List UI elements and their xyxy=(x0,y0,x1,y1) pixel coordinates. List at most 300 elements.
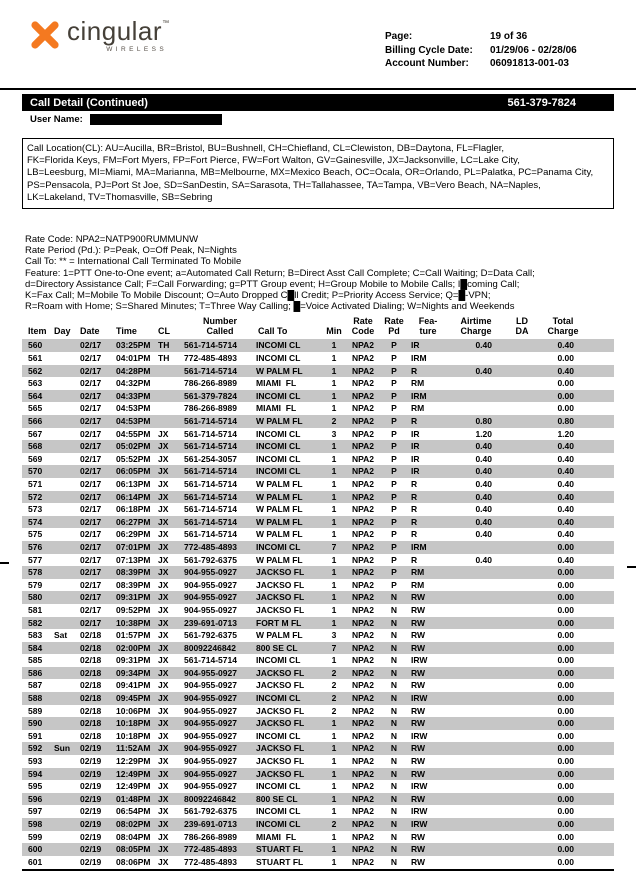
cell-call-to: MIAMI FL xyxy=(256,378,297,389)
cell-min: 2 xyxy=(331,819,337,829)
cell-airtime-charge xyxy=(448,805,504,818)
meta-label: Billing Cycle Date: xyxy=(385,44,473,56)
cell-rate-code: NPA2 xyxy=(351,416,375,426)
cell-rate-code: NPA2 xyxy=(351,567,375,578)
cell-rate-code: NPA2 xyxy=(351,529,375,540)
cell-total-charge: 0.00 xyxy=(557,831,574,842)
cell-feature: IRW xyxy=(411,693,428,704)
cell-item: 599 xyxy=(28,831,43,842)
cell-date: 02/17 xyxy=(80,567,102,578)
cell-call-to: INCOMI CL xyxy=(256,693,301,704)
cell-date: 02/17 xyxy=(80,617,102,628)
cell-call-to: W PALM FL xyxy=(256,554,303,565)
cell-min: 7 xyxy=(331,541,337,552)
col-header-min: Min xyxy=(326,326,342,337)
cell-item: 583 xyxy=(28,630,43,641)
cell-date: 02/17 xyxy=(80,529,102,540)
cell-min: 1 xyxy=(331,655,337,666)
cell-total-charge: 0.40 xyxy=(557,491,574,502)
logo-text-block xyxy=(67,18,169,53)
legend-line: PS=Pensacola, PJ=Port St Joe, SD=SanDestin, SA=Sarasota, TH=Tallahassee, TA=Tampa, VB=Vero Beach, NA=Naples, xyxy=(27,179,541,191)
cell-call-to: 800 SE CL xyxy=(256,642,298,653)
cell-rate-code: NPA2 xyxy=(351,340,375,351)
cell-rate-pd: N xyxy=(390,630,398,641)
cell-rate-code: NPA2 xyxy=(351,831,375,842)
cell-time: 04:32PM xyxy=(116,378,151,389)
cell-number-called: 561-714-5714 xyxy=(184,441,237,452)
cell-number-called: 772-485-4893 xyxy=(184,844,237,855)
table-row xyxy=(22,667,614,680)
cell-feature: RM xyxy=(411,403,425,414)
cell-cl: JX xyxy=(158,630,169,641)
cell-rate-pd: P xyxy=(391,491,397,502)
cell-rate-code: NPA2 xyxy=(351,667,375,678)
cell-feature: IR xyxy=(411,466,420,477)
cell-rate-code: NPA2 xyxy=(351,478,375,489)
table-row xyxy=(22,579,614,592)
cell-day xyxy=(54,352,80,365)
cell-rate-code: NPA2 xyxy=(351,541,375,552)
cell-ld-da xyxy=(504,453,540,466)
cell-total-charge: 0.00 xyxy=(557,541,574,552)
legend-line: LB=Leesburg, MI=Miami, MA=Marianna, MB=Melbourne, MX=Mexico Beach, OC=Ocala, OR=Orlando, PL=Palatka, PC=Panama City, xyxy=(27,167,594,179)
cell-min: 1 xyxy=(331,743,337,754)
cell-min: 1 xyxy=(331,567,337,578)
table-row xyxy=(22,402,614,415)
cell-airtime-charge xyxy=(448,402,504,415)
crop-mark-right xyxy=(627,566,636,568)
cell-time: 06:27PM xyxy=(116,516,151,527)
cell-day xyxy=(54,679,80,692)
col-header-day: Day xyxy=(54,326,71,337)
cell-time: 02:00PM xyxy=(116,642,151,653)
cell-cl: JX xyxy=(158,428,169,439)
cell-feature: R xyxy=(411,504,418,515)
cell-time: 10:18PM xyxy=(116,718,151,729)
cell-date: 02/17 xyxy=(80,378,102,389)
cell-min: 1 xyxy=(331,378,337,389)
cell-total-charge: 0.00 xyxy=(557,667,574,678)
cell-rate-pd: N xyxy=(390,718,398,729)
cell-ld-da xyxy=(504,528,540,541)
cell-rate-code: NPA2 xyxy=(351,730,375,741)
cell-call-to: INCOMI CL xyxy=(256,655,301,666)
cell-rate-pd: N xyxy=(390,730,398,741)
cell-time: 04:53PM xyxy=(116,403,151,414)
cell-item: 591 xyxy=(28,730,43,741)
cell-number-called: 561-254-3057 xyxy=(184,453,237,464)
cell-airtime-charge: 0.40 xyxy=(475,466,492,477)
cell-ld-da xyxy=(504,516,540,529)
table-row xyxy=(22,352,614,365)
cell-call-to: W PALM FL xyxy=(256,504,303,515)
cell-min: 1 xyxy=(331,353,337,364)
cell-number-called: 561-714-5714 xyxy=(184,516,237,527)
cell-ld-da xyxy=(504,843,540,856)
cell-cl: JX xyxy=(158,554,169,565)
cell-ld-da xyxy=(504,692,540,705)
cell-total-charge: 0.00 xyxy=(557,642,574,653)
cell-date: 02/17 xyxy=(80,453,102,464)
user-name-row xyxy=(22,111,614,127)
cell-min: 1 xyxy=(331,617,337,628)
cell-time: 09:31PM xyxy=(116,592,151,603)
cell-cl: JX xyxy=(158,604,169,615)
cell-feature: RW xyxy=(411,592,426,603)
cell-time: 04:33PM xyxy=(116,390,151,401)
cell-airtime-charge: 0.40 xyxy=(475,529,492,540)
cell-min: 1 xyxy=(331,718,337,729)
cell-day xyxy=(54,768,80,781)
cell-ld-da xyxy=(504,352,540,365)
cell-number-called: 561-792-6375 xyxy=(184,630,237,641)
page-meta xyxy=(385,30,577,71)
cell-date: 02/19 xyxy=(80,768,102,779)
cell-ld-da xyxy=(504,654,540,667)
cell-feature: IR xyxy=(411,453,420,464)
cell-min: 1 xyxy=(331,554,337,565)
cell-total-charge: 0.00 xyxy=(557,806,574,817)
cell-rate-pd: N xyxy=(390,831,398,842)
cell-rate-code: NPA2 xyxy=(351,491,375,502)
cell-total-charge: 0.40 xyxy=(557,453,574,464)
cell-call-to: W PALM FL xyxy=(256,478,303,489)
cell-time: 08:39PM xyxy=(116,579,151,590)
cell-feature: IR xyxy=(411,340,420,351)
cell-airtime-charge xyxy=(448,352,504,365)
cell-number-called: 904-955-0927 xyxy=(184,592,237,603)
cell-ld-da xyxy=(504,491,540,504)
cell-time: 04:28PM xyxy=(116,365,151,376)
cell-airtime-charge xyxy=(448,780,504,793)
meta-row xyxy=(385,57,577,71)
cell-cl: JX xyxy=(158,667,169,678)
cell-item: 574 xyxy=(28,516,43,527)
cell-ld-da xyxy=(504,390,540,403)
cell-total-charge: 0.00 xyxy=(557,793,574,804)
cell-number-called: 904-955-0927 xyxy=(184,730,237,741)
cell-ld-da xyxy=(504,705,540,718)
cell-date: 02/17 xyxy=(80,403,102,414)
cell-rate-pd: N xyxy=(390,617,398,628)
cell-min: 7 xyxy=(331,642,337,653)
cell-min: 1 xyxy=(331,340,337,351)
cell-cl: JX xyxy=(158,756,169,767)
cell-feature: R xyxy=(411,416,418,426)
cell-feature: R xyxy=(411,516,418,527)
cell-day xyxy=(54,591,80,604)
cell-rate-pd: N xyxy=(390,844,398,855)
cell-rate-code: NPA2 xyxy=(351,441,375,452)
cell-day: Sat xyxy=(54,630,68,641)
cell-ld-da xyxy=(504,503,540,516)
cell-number-called: 561-714-5714 xyxy=(184,504,237,515)
cell-call-to: 800 SE CL xyxy=(256,793,298,804)
cell-feature: RW xyxy=(411,793,426,804)
cell-feature: RW xyxy=(411,718,426,729)
cell-airtime-charge xyxy=(448,679,504,692)
cell-item: 577 xyxy=(28,554,43,565)
section-header-bar xyxy=(22,94,614,111)
cell-cl: JX xyxy=(158,516,169,527)
cell-rate-code: NPA2 xyxy=(351,743,375,754)
cell-call-to: INCOMI CL xyxy=(256,806,301,817)
cell-date: 02/19 xyxy=(80,806,102,817)
cell-rate-pd: P xyxy=(391,516,397,527)
cell-time: 07:01PM xyxy=(116,541,151,552)
cell-date: 02/17 xyxy=(80,504,102,515)
legend-line: FK=Florida Keys, FM=Fort Myers, FP=Fort Pierce, FW=Fort Walton, GV=Gainesville, JX=Jacksonville, LC=Lake City, xyxy=(27,155,520,167)
cell-feature: IRM xyxy=(411,541,427,552)
cell-airtime-charge xyxy=(448,692,504,705)
cell-time: 10:06PM xyxy=(116,705,151,716)
cell-item: 584 xyxy=(28,642,43,653)
cell-call-to: FORT M FL xyxy=(256,617,302,628)
cell-min: 1 xyxy=(331,365,337,376)
cell-rate-pd: N xyxy=(390,768,398,779)
cell-rate-code: NPA2 xyxy=(351,819,375,829)
cell-cl: JX xyxy=(158,718,169,729)
cell-airtime-charge xyxy=(448,642,504,655)
cell-cl: JX xyxy=(158,567,169,578)
cell-number-called: 904-955-0927 xyxy=(184,680,237,691)
cell-rate-code: NPA2 xyxy=(351,630,375,641)
cell-date: 02/17 xyxy=(80,441,102,452)
meta-row xyxy=(385,44,577,58)
cell-total-charge: 0.00 xyxy=(557,718,574,729)
cell-feature: RW xyxy=(411,604,426,615)
meta-label: Page: xyxy=(385,31,413,42)
cell-time: 06:14PM xyxy=(116,491,151,502)
table-row xyxy=(22,377,614,390)
cell-item: 573 xyxy=(28,504,43,515)
cell-ld-da xyxy=(504,428,540,441)
cell-call-to: JACKSO FL xyxy=(256,680,305,691)
cell-cl xyxy=(158,390,184,403)
cell-time: 09:41PM xyxy=(116,680,151,691)
cell-time: 04:01PM xyxy=(116,353,151,364)
cell-time: 12:29PM xyxy=(116,756,151,767)
cell-rate-pd: P xyxy=(391,466,397,477)
cell-rate-pd: P xyxy=(391,353,397,364)
cell-item: 578 xyxy=(28,567,43,578)
cell-date: 02/19 xyxy=(80,793,102,804)
table-row xyxy=(22,843,614,856)
cell-day xyxy=(54,566,80,579)
table-row xyxy=(22,856,614,869)
cell-feature: R xyxy=(411,554,418,565)
cell-call-to: JACKSO FL xyxy=(256,604,305,615)
cell-total-charge: 0.00 xyxy=(557,579,574,590)
cell-ld-da xyxy=(504,755,540,768)
cell-date: 02/17 xyxy=(80,516,102,527)
col-header-cl: CL xyxy=(158,326,170,337)
table-row xyxy=(22,554,614,567)
cell-rate-pd: N xyxy=(390,781,398,792)
cell-rate-code: NPA2 xyxy=(351,617,375,628)
cell-rate-code: NPA2 xyxy=(351,365,375,376)
cell-airtime-charge: 0.40 xyxy=(475,478,492,489)
cell-time: 06:18PM xyxy=(116,504,151,515)
cell-day xyxy=(54,541,80,554)
cell-day xyxy=(54,554,80,567)
table-row xyxy=(22,629,614,642)
cell-rate-pd: N xyxy=(390,592,398,603)
cell-rate-code: NPA2 xyxy=(351,718,375,729)
cell-min: 1 xyxy=(331,831,337,842)
cell-date: 02/19 xyxy=(80,743,102,754)
cell-feature: IRW xyxy=(411,781,428,792)
table-header-row xyxy=(22,316,614,339)
table-row xyxy=(22,528,614,541)
cell-item: 588 xyxy=(28,693,43,704)
cell-rate-code: NPA2 xyxy=(351,693,375,704)
cell-airtime-charge xyxy=(448,843,504,856)
call-location-legend xyxy=(22,138,614,209)
cell-number-called: 904-955-0927 xyxy=(184,743,237,754)
cell-rate-pd: P xyxy=(391,567,397,578)
cell-date: 02/19 xyxy=(80,856,102,867)
cell-call-to: W PALM FL xyxy=(256,630,303,641)
cell-total-charge: 0.00 xyxy=(557,730,574,741)
cell-call-to: STUART FL xyxy=(256,856,304,867)
cell-total-charge: 0.00 xyxy=(557,844,574,855)
cell-call-to: STUART FL xyxy=(256,844,304,855)
cell-item: 595 xyxy=(28,781,43,792)
cell-min: 2 xyxy=(331,693,337,704)
cell-number-called: 561-714-5714 xyxy=(184,478,237,489)
cell-item: 593 xyxy=(28,756,43,767)
cell-ld-da xyxy=(504,377,540,390)
cell-min: 1 xyxy=(331,529,337,540)
cell-min: 1 xyxy=(331,466,337,477)
cell-item: 587 xyxy=(28,680,43,691)
cell-item: 566 xyxy=(28,416,43,426)
cell-date: 02/17 xyxy=(80,416,102,426)
cell-rate-code: NPA2 xyxy=(351,655,375,666)
cell-rate-pd: P xyxy=(391,403,397,414)
cell-cl: JX xyxy=(158,680,169,691)
cell-call-to: INCOMI CL xyxy=(256,453,301,464)
cell-item: 565 xyxy=(28,403,43,414)
cell-day: Sun xyxy=(54,743,71,754)
cell-cl: TH xyxy=(158,340,170,351)
cell-day xyxy=(54,440,80,453)
cell-date: 02/18 xyxy=(80,655,102,666)
cell-number-called: 904-955-0927 xyxy=(184,693,237,704)
cell-date: 02/18 xyxy=(80,730,102,741)
legend-line: R=Roam with Home; S=Shared Minutes; T=Three Way Calling; █=Voice Activated Dialing; W=Nights and Weekends xyxy=(25,301,515,313)
cell-total-charge: 0.00 xyxy=(557,403,574,414)
cell-cl: JX xyxy=(158,730,169,741)
cell-time: 05:52PM xyxy=(116,453,151,464)
cell-call-to: JACKSO FL xyxy=(256,592,305,603)
cell-time: 11:52AM xyxy=(116,743,151,754)
cell-rate-pd: N xyxy=(390,642,398,653)
cell-date: 02/17 xyxy=(80,592,102,603)
cell-time: 09:52PM xyxy=(116,604,151,615)
cell-call-to: JACKSO FL xyxy=(256,579,305,590)
cell-cl: JX xyxy=(158,491,169,502)
cell-time: 01:48PM xyxy=(116,793,151,804)
cell-ld-da xyxy=(504,566,540,579)
cell-airtime-charge: 0.80 xyxy=(475,416,492,426)
cell-total-charge: 0.40 xyxy=(557,554,574,565)
cell-day xyxy=(54,415,80,428)
cell-time: 05:02PM xyxy=(116,441,151,452)
cell-feature: R xyxy=(411,365,418,376)
table-row xyxy=(22,440,614,453)
cell-min: 3 xyxy=(331,428,337,439)
section-title: Call Detail (Continued) xyxy=(30,96,148,109)
cell-feature: RW xyxy=(411,831,426,842)
cell-feature: RW xyxy=(411,617,426,628)
cell-call-to: JACKSO FL xyxy=(256,768,305,779)
cell-number-called: 561-714-5714 xyxy=(184,416,237,426)
cell-rate-code: NPA2 xyxy=(351,390,375,401)
cell-min: 1 xyxy=(331,579,337,590)
cell-date: 02/17 xyxy=(80,466,102,477)
table-row xyxy=(22,768,614,781)
cell-airtime-charge xyxy=(448,717,504,730)
cell-ld-da xyxy=(504,415,540,428)
cell-min: 1 xyxy=(331,856,337,867)
cell-day xyxy=(54,377,80,390)
cell-call-to: INCOMI CL xyxy=(256,781,301,792)
cell-number-called: 561-379-7824 xyxy=(184,390,237,401)
cell-item: 575 xyxy=(28,529,43,540)
cell-day xyxy=(54,755,80,768)
cell-airtime-charge xyxy=(448,730,504,743)
table-row xyxy=(22,705,614,718)
cell-ld-da xyxy=(504,617,540,630)
cell-feature: RW xyxy=(411,680,426,691)
cell-cl: JX xyxy=(158,844,169,855)
cell-date: 02/18 xyxy=(80,705,102,716)
cell-number-called: 904-955-0927 xyxy=(184,667,237,678)
cell-feature: IRM xyxy=(411,390,427,401)
cell-call-to: W PALM FL xyxy=(256,416,303,426)
logo-tagline: WIRELESS xyxy=(106,46,168,53)
cell-number-called: 239-691-0713 xyxy=(184,819,237,829)
cell-ld-da xyxy=(504,579,540,592)
cell-number-called: 904-955-0927 xyxy=(184,567,237,578)
cell-ld-da xyxy=(504,339,540,352)
cell-ld-da xyxy=(504,831,540,844)
cell-ld-da xyxy=(504,793,540,806)
cell-rate-pd: N xyxy=(390,655,398,666)
cell-date: 02/18 xyxy=(80,680,102,691)
cell-call-to: MIAMI FL xyxy=(256,831,297,842)
cell-feature: IRW xyxy=(411,730,428,741)
col-header-item: Item xyxy=(28,326,47,337)
cell-airtime-charge xyxy=(448,768,504,781)
cell-rate-code: NPA2 xyxy=(351,428,375,439)
cell-cl: JX xyxy=(158,579,169,590)
cell-min: 1 xyxy=(331,730,337,741)
cell-rate-code: NPA2 xyxy=(351,453,375,464)
legend-line: Call Location(CL): AU=Aucilla, BR=Bristol, BU=Bushnell, CH=Chiefland, CL=Clewiston, DB=Daytona, FL=Flagler, xyxy=(27,143,505,154)
cell-min: 1 xyxy=(331,793,337,804)
cell-item: 561 xyxy=(28,353,43,364)
cell-rate-code: NPA2 xyxy=(351,642,375,653)
cell-time: 09:34PM xyxy=(116,667,151,678)
cell-min: 2 xyxy=(331,680,337,691)
cell-cl: JX xyxy=(158,541,169,552)
cell-day xyxy=(54,642,80,655)
cell-rate-code: NPA2 xyxy=(351,353,375,364)
cell-time: 06:05PM xyxy=(116,466,151,477)
